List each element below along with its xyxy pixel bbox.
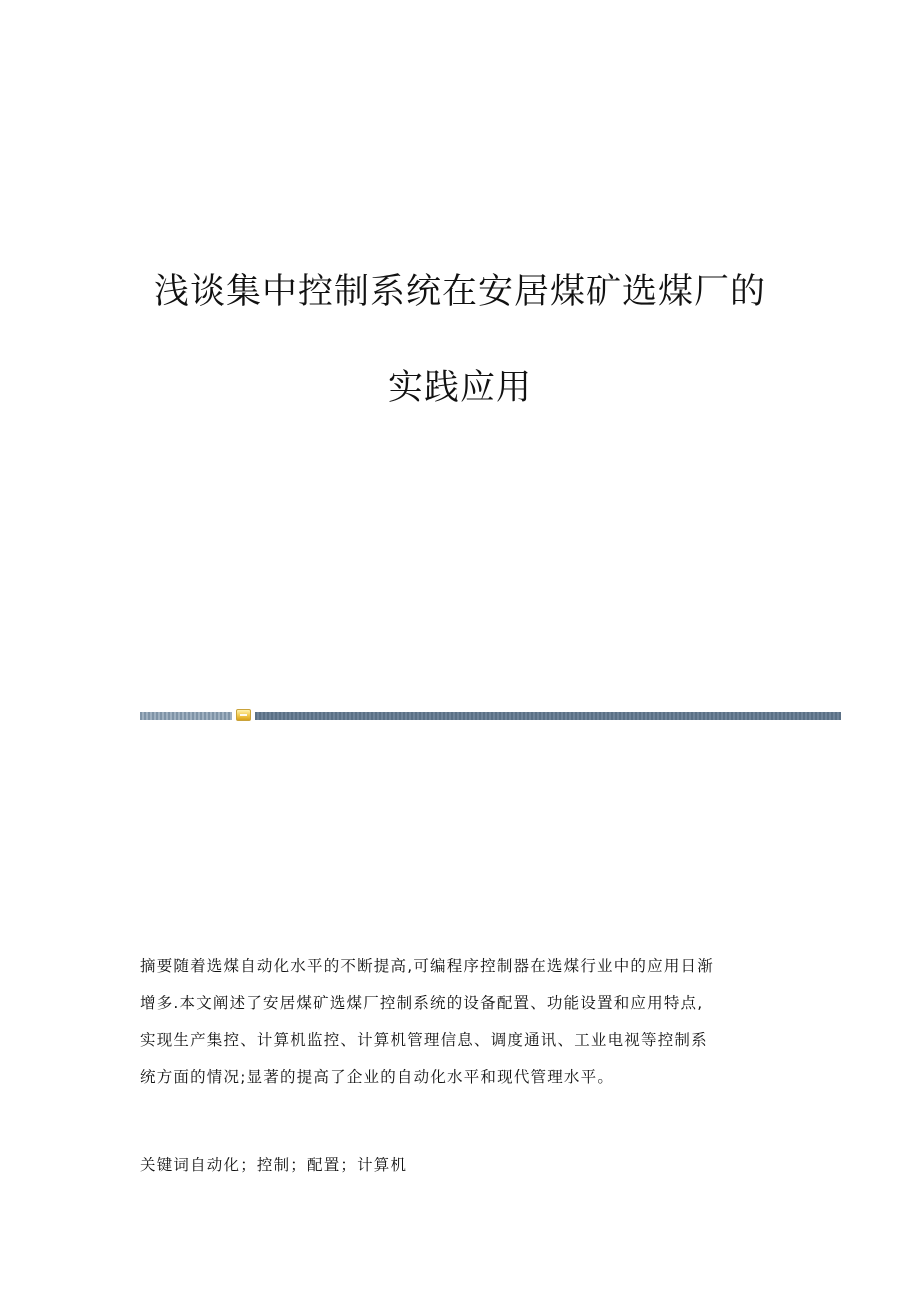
abstract-line-2: 增多.本文阐述了安居煤矿选煤厂控制系统的设备配置、功能设置和应用特点, — [140, 994, 704, 1012]
title-line-2: 实践应用 — [387, 368, 532, 408]
abstract-line-3: 实现生产集控、计算机监控、计算机管理信息、调度通讯、工业电视等控制系 — [140, 1031, 708, 1049]
abstract-line-4: 统方面的情况;显著的提高了企业的自动化水平和现代管理水平。 — [140, 1068, 615, 1086]
keywords-line: 关键词自动化；控制；配置；计算机 — [140, 1156, 408, 1174]
title-line-1: 浅谈集中控制系统在安居煤矿选煤厂的 — [153, 272, 766, 312]
divider-marker-icon — [236, 709, 251, 721]
divider-right-segment — [255, 712, 841, 720]
abstract-line-1: 摘要随着选煤自动化水平的不断提高,可编程序控制器在选煤行业中的应用日渐 — [140, 957, 714, 975]
abstract-paragraph — [140, 948, 792, 1096]
decorative-divider — [140, 712, 841, 720]
divider-left-segment — [140, 712, 232, 720]
